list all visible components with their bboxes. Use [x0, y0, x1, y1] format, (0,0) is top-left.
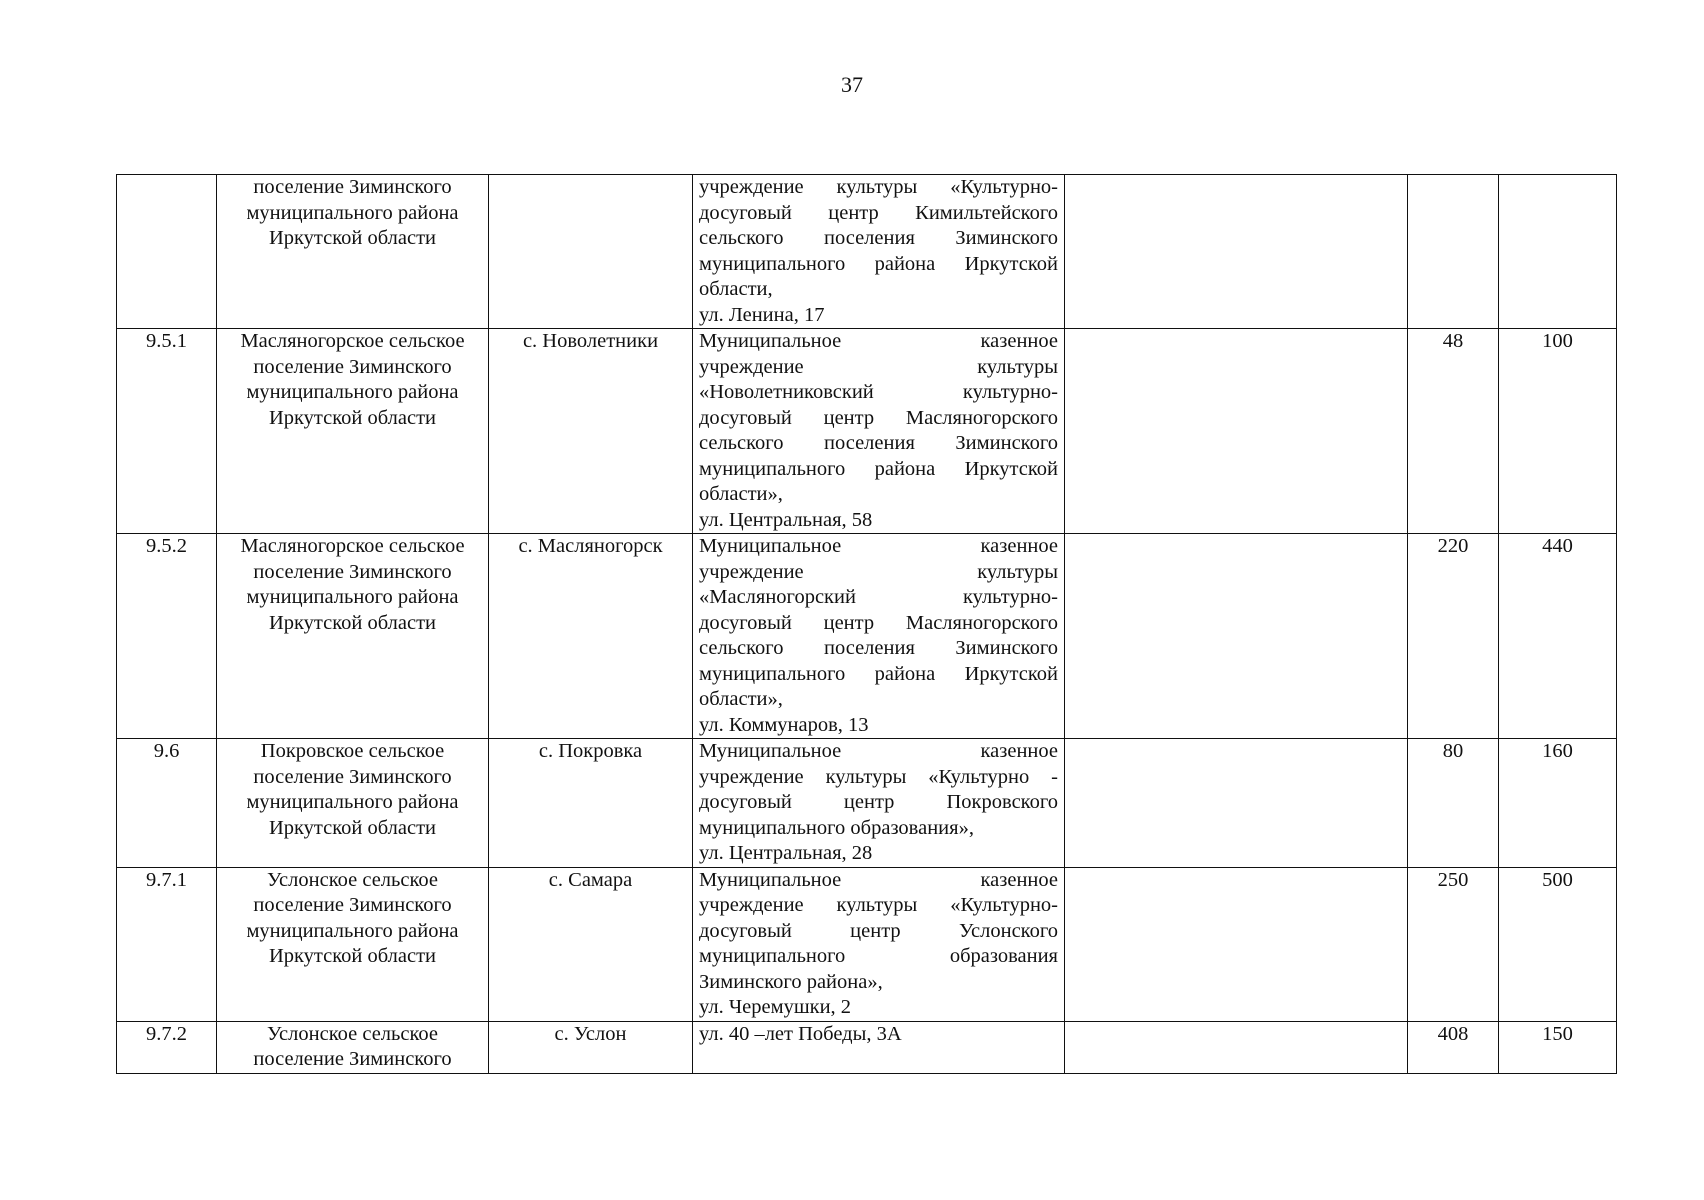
institution-line: досуговый центр Масляногорского: [699, 611, 1058, 634]
institution-line: учреждение культуры: [699, 560, 1058, 583]
municipality-line: Услонское сельское: [267, 868, 438, 891]
institution-line: учреждение культуры: [699, 355, 1058, 378]
empty-cell: [1065, 1021, 1408, 1073]
empty-cell: [1065, 329, 1408, 534]
row-number: 9.5.1: [117, 329, 217, 534]
table-body: [117, 175, 1617, 1074]
municipality-line: муниципального района: [246, 586, 459, 608]
institution-line: сельского поселения Зиминского: [699, 432, 1058, 454]
table-row: [117, 739, 1617, 868]
value1-cell: 80: [1408, 739, 1499, 868]
institution-line: сельского поселения Зиминского: [699, 637, 1058, 659]
institution-line: учреждение культуры «Культурно-: [699, 176, 1058, 198]
row-number: 9.7.2: [117, 1021, 217, 1073]
institution-cell: [693, 739, 1065, 868]
municipality-cell: [217, 1021, 489, 1073]
institution-line: Муниципальное казенное: [699, 330, 1058, 352]
table-row: [117, 867, 1617, 1021]
institution-line: ул. Черемушки, 2: [699, 996, 852, 1018]
value2-cell: 160: [1499, 739, 1617, 868]
empty-cell: [1065, 867, 1408, 1021]
value2-cell: 100: [1499, 329, 1617, 534]
municipality-line: поселение Зиминского: [253, 176, 452, 198]
value1-cell: 408: [1408, 1021, 1499, 1073]
institution-line: ул. Ленина, 17: [699, 303, 825, 326]
institution-line: «Масляногорский культурно-: [699, 586, 1058, 608]
value1-cell: [1408, 175, 1499, 329]
value1-cell: 48: [1408, 329, 1499, 534]
institution-line: муниципального района Иркутской: [699, 457, 1058, 480]
municipality-cell: [217, 329, 489, 534]
institution-line: досуговый центр Масляногорского: [699, 406, 1058, 429]
settlements-table: [116, 174, 1617, 1074]
institution-line: ул. Коммунаров, 13: [699, 713, 869, 736]
row-number: 9.7.1: [117, 867, 217, 1021]
value1-cell: 250: [1408, 867, 1499, 1021]
institution-line: ул. Центральная, 58: [699, 508, 873, 531]
locality-cell: с. Новолетники: [489, 329, 693, 534]
institution-cell: [693, 329, 1065, 534]
municipality-cell: [217, 175, 489, 329]
institution-cell: [693, 1021, 1065, 1073]
municipality-line: Иркутской области: [268, 816, 437, 839]
municipality-line: поселение Зиминского: [253, 355, 452, 378]
institution-line: Муниципальное казенное: [699, 535, 1058, 557]
value2-cell: 440: [1499, 534, 1617, 739]
table-row: [117, 329, 1617, 534]
institution-cell: [693, 175, 1065, 329]
municipality-line: Иркутской области: [268, 406, 437, 429]
locality-cell: [489, 175, 693, 329]
institution-line: муниципального района Иркутской: [699, 662, 1058, 685]
municipality-cell: [217, 867, 489, 1021]
page-number: 37: [841, 72, 863, 97]
municipality-line: поселение Зиминского: [253, 894, 452, 916]
institution-line: Муниципальное казенное: [699, 868, 1058, 891]
institution-line: досуговый центр Покровского: [699, 791, 1058, 813]
institution-line: области,: [699, 278, 773, 300]
institution-line: муниципального района Иркутской: [699, 252, 1058, 275]
municipality-line: Масляногорское сельское: [240, 535, 465, 557]
institution-line: учреждение культуры «Культурно -: [699, 765, 1058, 788]
row-number: 9.5.2: [117, 534, 217, 739]
row-number: 9.6: [117, 739, 217, 868]
municipality-line: Масляногорское сельское: [240, 330, 465, 352]
institution-line: досуговый центр Кимильтейского: [699, 201, 1058, 224]
municipality-line: муниципального района: [246, 791, 459, 813]
institution-cell: [693, 867, 1065, 1021]
locality-cell: с. Покровка: [489, 739, 693, 868]
value2-cell: 150: [1499, 1021, 1617, 1073]
institution-cell: [693, 534, 1065, 739]
table-row: [117, 534, 1617, 739]
locality-cell: с. Самара: [489, 867, 693, 1021]
institution-line: сельского поселения Зиминского: [699, 227, 1058, 249]
institution-line: ул. Центральная, 28: [699, 842, 873, 864]
empty-cell: [1065, 534, 1408, 739]
empty-cell: [1065, 175, 1408, 329]
institution-line: области»,: [699, 483, 783, 505]
institution-line: учреждение культуры «Культурно-: [699, 894, 1058, 916]
municipality-line: поселение Зиминского: [253, 560, 452, 583]
institution-line: муниципального образования: [699, 945, 1058, 967]
municipality-line: Иркутской области: [268, 945, 437, 967]
municipality-line: муниципального района: [246, 201, 459, 224]
value2-cell: 500: [1499, 867, 1617, 1021]
value2-cell: [1499, 175, 1617, 329]
table-row: [117, 1021, 1617, 1073]
locality-cell: с. Масляногорск: [489, 534, 693, 739]
locality-cell: с. Услон: [489, 1021, 693, 1073]
municipality-cell: [217, 739, 489, 868]
institution-line: досуговый центр Услонского: [699, 919, 1058, 942]
municipality-line: поселение Зиминского: [253, 765, 452, 788]
table-row: [117, 175, 1617, 329]
institution-line: «Новолетниковский культурно-: [699, 381, 1058, 403]
empty-cell: [1065, 739, 1408, 868]
institution-line: муниципального образования»,: [699, 816, 974, 839]
municipality-line: Иркутской области: [268, 611, 437, 634]
value1-cell: 220: [1408, 534, 1499, 739]
municipality-line: поселение Зиминского: [253, 1048, 452, 1070]
municipality-line: муниципального района: [246, 919, 459, 942]
municipality-cell: [217, 534, 489, 739]
institution-line: ул. 40 –лет Победы, 3А: [699, 1022, 902, 1045]
municipality-line: муниципального района: [246, 381, 459, 403]
institution-line: Муниципальное казенное: [699, 740, 1058, 762]
municipality-line: Услонское сельское: [267, 1022, 438, 1045]
municipality-line: Иркутской области: [268, 227, 437, 249]
municipality-line: Покровское сельское: [260, 740, 445, 762]
institution-line: области»,: [699, 688, 783, 710]
row-number: [117, 175, 217, 329]
institution-line: Зиминского района»,: [699, 970, 883, 993]
